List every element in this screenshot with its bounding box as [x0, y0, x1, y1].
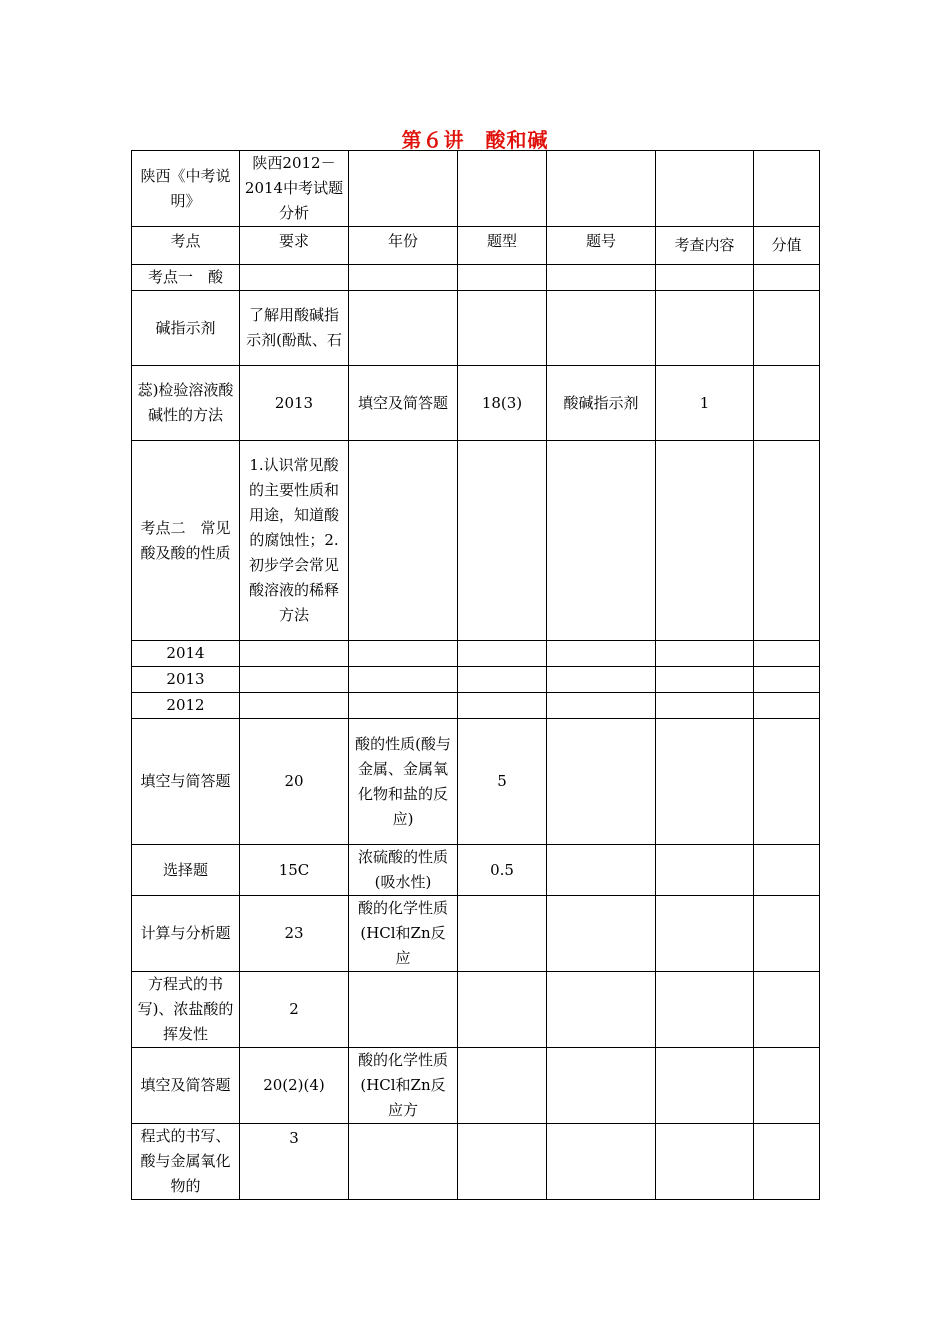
table-cell: 填空及简答题 — [132, 1048, 240, 1124]
table-row — [132, 719, 820, 845]
table-cell: 填空及简答题 — [349, 366, 458, 441]
table-cell — [656, 845, 754, 896]
table-cell — [656, 291, 754, 366]
table-row — [132, 366, 820, 441]
table-cell — [656, 667, 754, 693]
table-cell — [547, 151, 656, 227]
table-cell — [458, 1124, 547, 1200]
table-cell — [547, 972, 656, 1048]
table-cell — [656, 1048, 754, 1124]
table-cell: 酸碱指示剂 — [547, 366, 656, 441]
table-cell — [349, 291, 458, 366]
table-cell: 方程式的书写)、浓盐酸的挥发性 — [132, 972, 240, 1048]
table-cell — [458, 693, 547, 719]
table-cell: 2012 — [132, 693, 240, 719]
table-row — [132, 641, 820, 667]
table-cell: 程式的书写、酸与金属氧化物的 — [132, 1124, 240, 1200]
table-cell — [547, 291, 656, 366]
table-cell: 填空与简答题 — [132, 719, 240, 845]
table-cell — [458, 896, 547, 972]
table-cell — [547, 641, 656, 667]
column-header: 要求 — [240, 227, 349, 265]
table-row — [132, 1048, 820, 1124]
table-cell — [547, 896, 656, 972]
table-cell — [349, 1124, 458, 1200]
table-cell: 2013 — [240, 366, 349, 441]
table-row — [132, 972, 820, 1048]
table-cell — [240, 667, 349, 693]
table-cell: 3 — [240, 1124, 349, 1200]
table-cell: 15C — [240, 845, 349, 896]
table-cell — [656, 265, 754, 291]
table-row — [132, 265, 820, 291]
table-cell — [547, 845, 656, 896]
column-header: 考查内容 — [656, 227, 754, 265]
table-cell: 1 — [656, 366, 754, 441]
table-cell — [656, 693, 754, 719]
table-cell — [754, 265, 820, 291]
table-cell: 2 — [240, 972, 349, 1048]
table-row — [132, 441, 820, 641]
table-row — [132, 1124, 820, 1200]
table-cell: 酸的化学性质(HCl和Zn反应方 — [349, 1048, 458, 1124]
table-cell — [349, 151, 458, 227]
table-cell — [754, 1048, 820, 1124]
table-cell — [547, 719, 656, 845]
table-cell — [240, 693, 349, 719]
table-cell — [754, 151, 820, 227]
table-row — [132, 845, 820, 896]
exam-analysis-table — [131, 150, 820, 1200]
table-cell — [458, 291, 547, 366]
table-cell — [547, 441, 656, 641]
column-header: 题型 — [458, 227, 547, 265]
table-cell — [349, 972, 458, 1048]
table-cell — [656, 1124, 754, 1200]
table-cell — [458, 265, 547, 291]
table-cell: 20(2)(4) — [240, 1048, 349, 1124]
table-cell — [656, 972, 754, 1048]
table-header-row — [132, 227, 820, 265]
column-header: 考点 — [132, 227, 240, 265]
table-cell — [754, 845, 820, 896]
table-cell — [754, 972, 820, 1048]
table-cell — [754, 291, 820, 366]
table-cell: 考点二 常见酸及酸的性质 — [132, 441, 240, 641]
table-cell — [458, 1048, 547, 1124]
table-cell: 考点一 酸 — [132, 265, 240, 291]
table-cell: 酸的性质(酸与金属、金属氧化物和盐的反应) — [349, 719, 458, 845]
table-cell — [458, 151, 547, 227]
table-cell — [458, 441, 547, 641]
table-cell — [349, 693, 458, 719]
table-cell — [656, 151, 754, 227]
table-row — [132, 896, 820, 972]
table-cell — [240, 641, 349, 667]
table-cell — [547, 693, 656, 719]
table-cell — [547, 1048, 656, 1124]
table-cell — [349, 667, 458, 693]
table-cell — [349, 265, 458, 291]
column-header: 分值 — [754, 227, 820, 265]
table-cell — [547, 265, 656, 291]
table-row — [132, 291, 820, 366]
table-cell — [656, 896, 754, 972]
table-cell: 0.5 — [458, 845, 547, 896]
table-cell: 了解用酸碱指示剂(酚酞、石 — [240, 291, 349, 366]
table-cell — [754, 366, 820, 441]
table-cell — [458, 972, 547, 1048]
table-cell: 5 — [458, 719, 547, 845]
table-cell: 1.认识常见酸的主要性质和用途，知道酸的腐蚀性；2.初步学会常见酸溶液的稀释方法 — [240, 441, 349, 641]
table-cell — [349, 641, 458, 667]
table-cell: 陕西2012－2014中考试题分析 — [240, 151, 349, 227]
table-cell: 选择题 — [132, 845, 240, 896]
table-cell — [547, 667, 656, 693]
table-cell: 18(3) — [458, 366, 547, 441]
table-cell — [754, 896, 820, 972]
table-cell: 碱指示剂 — [132, 291, 240, 366]
table-cell — [754, 641, 820, 667]
table-cell: 计算与分析题 — [132, 896, 240, 972]
table-cell — [349, 441, 458, 641]
table-row — [132, 693, 820, 719]
table-cell: 陕西《中考说明》 — [132, 151, 240, 227]
table-cell: 20 — [240, 719, 349, 845]
table-cell — [754, 719, 820, 845]
table-cell — [458, 667, 547, 693]
table-cell — [458, 641, 547, 667]
table-cell — [754, 693, 820, 719]
table-row — [132, 151, 820, 227]
table-cell — [754, 1124, 820, 1200]
table-cell — [754, 441, 820, 641]
table-cell: 浓硫酸的性质(吸水性) — [349, 845, 458, 896]
table-cell — [656, 441, 754, 641]
column-header: 年份 — [349, 227, 458, 265]
table-cell — [240, 265, 349, 291]
table-row — [132, 667, 820, 693]
page-title: 第６讲 酸和碱 — [401, 128, 549, 152]
table-cell — [754, 667, 820, 693]
table-cell: 2013 — [132, 667, 240, 693]
table-cell: 蕊)检验溶液酸碱性的方法 — [132, 366, 240, 441]
table-cell — [547, 1124, 656, 1200]
table-cell — [656, 641, 754, 667]
table-cell: 23 — [240, 896, 349, 972]
table-cell — [656, 719, 754, 845]
table-cell: 酸的化学性质(HCl和Zn反应 — [349, 896, 458, 972]
table-cell: 2014 — [132, 641, 240, 667]
column-header: 题号 — [547, 227, 656, 265]
